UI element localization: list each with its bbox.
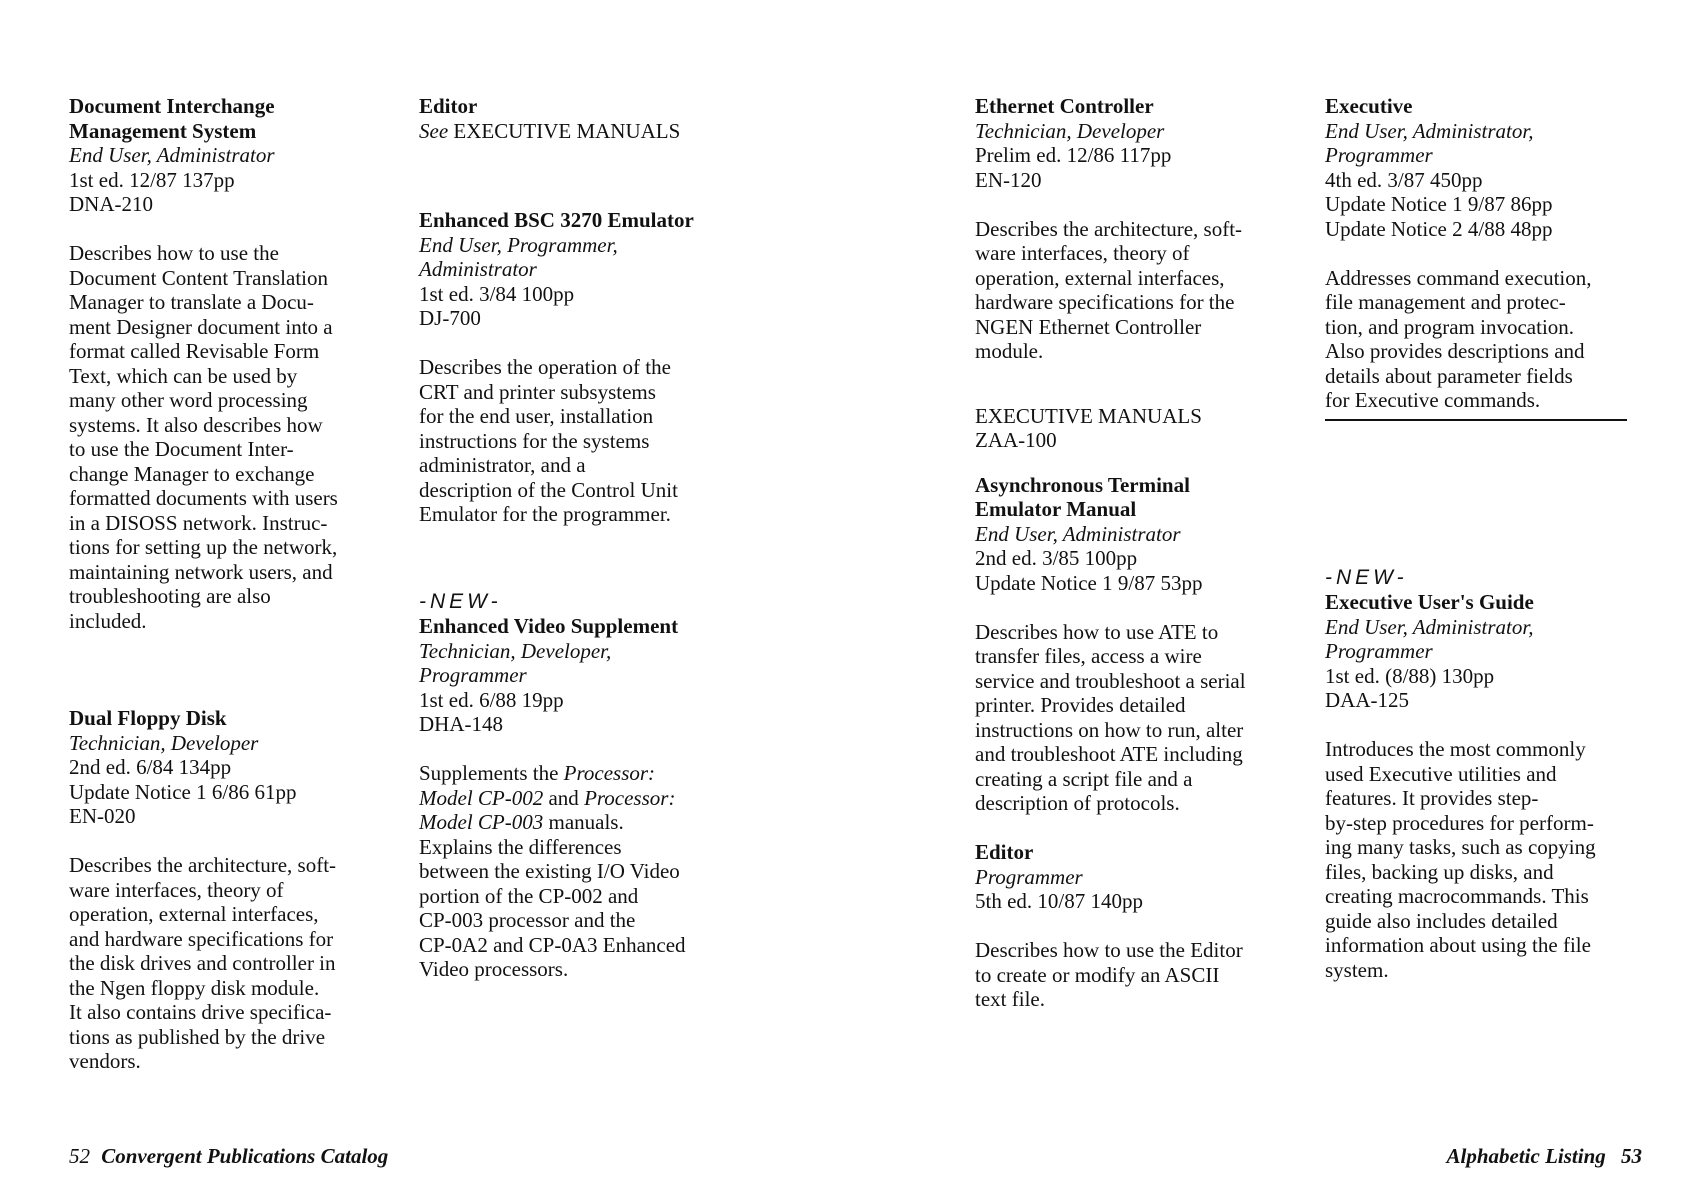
entry-code: DAA-125 xyxy=(1325,688,1409,712)
entry-audience: Programmer xyxy=(419,663,527,687)
entry-document-interchange xyxy=(69,94,389,633)
entry-audience: Programmer xyxy=(1325,143,1433,167)
entry-edition: Prelim ed. 12/86 117pp xyxy=(975,143,1172,167)
cross-reference: See EXECUTIVE MANUALS xyxy=(419,118,681,143)
entry-update-notice: Update Notice 2 4/88 48pp xyxy=(1325,216,1553,241)
page-number: 52 xyxy=(69,1144,90,1168)
entry-title: Executive User's Guide xyxy=(1325,590,1534,614)
entry-title: Document Interchange xyxy=(69,94,275,118)
entry-enhanced-video-supplement xyxy=(419,590,749,982)
entry-enhanced-bsc-3270 xyxy=(419,208,749,527)
entry-update-notice: Update Notice 1 9/87 53pp xyxy=(975,570,1203,595)
entry-audience: End User, Administrator xyxy=(975,521,1181,546)
column-4 xyxy=(1325,94,1655,982)
entry-audience: End User, Programmer, xyxy=(419,232,618,257)
entry-description: Introduces the most commonly used Executive utilities and features. It provides step- by-step procedures for perform- ing many tasks, such as copying files, backing up disks, and creating macrocommands. This guide also includes detailed information about using the file system. xyxy=(1325,737,1596,982)
entry-description: Describes the architecture, soft- ware interfaces, theory of operation, external interfaces, hardware specifications for the NGEN Ethernet Controller module. xyxy=(975,216,1243,363)
entry-title: Enhanced Video Supplement xyxy=(419,614,679,638)
entry-dual-floppy-disk xyxy=(69,706,389,1074)
entry-code: EN-020 xyxy=(69,804,136,828)
entry-edition: 1st ed. 3/84 100pp xyxy=(419,281,575,306)
entry-edition: 1st ed. 6/88 19pp xyxy=(419,687,564,712)
entry-code: DHA-148 xyxy=(419,712,503,736)
entry-edition: 1st ed. (8/88) 130pp xyxy=(1325,663,1495,688)
entry-description: Supplements the Processor: Model CP-002 and Processor: Model CP-003 manuals. Explains the differences between the existing I/O Video portion of the CP-002 and CP-003 processor and the CP-0A2 and CP-0A3 Enhanced Video processors. xyxy=(419,761,686,981)
running-title: Convergent Publications Catalog xyxy=(101,1144,389,1168)
entry-title: Editor xyxy=(419,94,478,118)
entry-description: Addresses command execution, file management and protec- tion, and program invocation. Also provides descriptions and details about parameter fields for Executive commands. xyxy=(1325,265,1592,412)
entry-editor xyxy=(975,840,1295,1012)
entry-code: DJ-700 xyxy=(419,306,481,330)
entry-title: Executive xyxy=(1325,94,1413,118)
column-1 xyxy=(69,94,389,1074)
entry-audience: Technician, Developer, xyxy=(419,638,612,663)
entry-audience: Programmer xyxy=(975,864,1083,889)
entry-audience: End User, Administrator, xyxy=(1325,614,1534,639)
entry-title: Ethernet Controller xyxy=(975,94,1154,118)
entry-audience: End User, Administrator, xyxy=(1325,118,1534,143)
entry-title: Management System xyxy=(69,118,257,143)
entry-description: Describes how to use the Document Content Translation Manager to translate a Docu- ment Designer document into a format called Revisable Form Text, which can be used by many other word processing systems. It also describes how to use the Document Inter- change Manager to exchange formatted documents with users in a DISOSS network. Instruc- tions for setting up the network, maintaining network users, and troubleshooting are also included. xyxy=(69,241,338,633)
column-3 xyxy=(975,94,1295,1012)
entry-edition: 2nd ed. 3/85 100pp xyxy=(975,546,1138,570)
entry-edition: 2nd ed. 6/84 134pp xyxy=(69,755,232,779)
entry-description: Describes how to use the Editor to create or modify an ASCII text file. xyxy=(975,938,1243,1011)
entry-update-notice: Update Notice 1 6/86 61pp xyxy=(69,779,297,804)
entry-title: Enhanced BSC 3270 Emulator xyxy=(419,208,694,232)
entry-editor-see xyxy=(419,94,749,143)
column-2 xyxy=(419,94,749,982)
new-badge: -NEW- xyxy=(419,589,502,613)
entry-title: Dual Floppy Disk xyxy=(69,706,227,730)
entry-title: Emulator Manual xyxy=(975,497,1137,521)
entry-edition: 5th ed. 10/87 140pp xyxy=(975,889,1143,913)
entry-ethernet-controller xyxy=(975,94,1295,364)
entry-code: DNA-210 xyxy=(69,192,153,216)
entry-title: Asynchronous Terminal xyxy=(975,472,1190,497)
entry-audience: Administrator xyxy=(419,257,537,281)
entry-asynchronous-terminal-emulator xyxy=(975,473,1295,816)
entry-audience: End User, Administrator xyxy=(69,143,275,167)
entry-executive-users-guide xyxy=(1325,566,1655,983)
section-title: EXECUTIVE MANUALS xyxy=(975,403,1202,428)
entry-title: Editor xyxy=(975,840,1034,864)
entry-audience: Technician, Developer xyxy=(975,118,1165,143)
entry-edition: 4th ed. 3/87 450pp xyxy=(1325,167,1483,192)
entry-audience: Technician, Developer xyxy=(69,730,259,755)
entry-update-notice: Update Notice 1 9/87 86pp xyxy=(1325,192,1553,216)
section-code: ZAA-100 xyxy=(975,428,1057,452)
footer-left xyxy=(69,1144,388,1169)
section-heading-executive-manuals xyxy=(975,404,1295,453)
entry-description: Describes the operation of the CRT and printer subsystems for the end user, installation instructions for the systems administrator, and a description of the Control Unit Emulator for the programmer. xyxy=(419,355,678,526)
entry-edition: 1st ed. 12/87 137pp xyxy=(69,167,235,192)
page-number: 53 xyxy=(1621,1144,1642,1168)
entry-description: Describes the architecture, soft- ware interfaces, theory of operation, external interfaces, and hardware specifications for the disk drives and controller in the Ngen floppy disk module. It also contains drive specifica- tions as published by the drive vendors. xyxy=(69,853,337,1073)
entry-audience: Programmer xyxy=(1325,639,1433,663)
entry-executive xyxy=(1325,94,1655,421)
entry-code: EN-120 xyxy=(975,167,1042,192)
running-title: Alphabetic Listing xyxy=(1446,1144,1606,1168)
footer-right xyxy=(1446,1144,1642,1169)
new-badge: -NEW- xyxy=(1325,565,1408,589)
entry-description: Describes how to use ATE to transfer files, access a wire service and troubleshoot a serial printer. Provides detailed instructions on how to run, alter and troubleshoot ATE including creating a script file and a description of protocols. xyxy=(975,619,1246,815)
